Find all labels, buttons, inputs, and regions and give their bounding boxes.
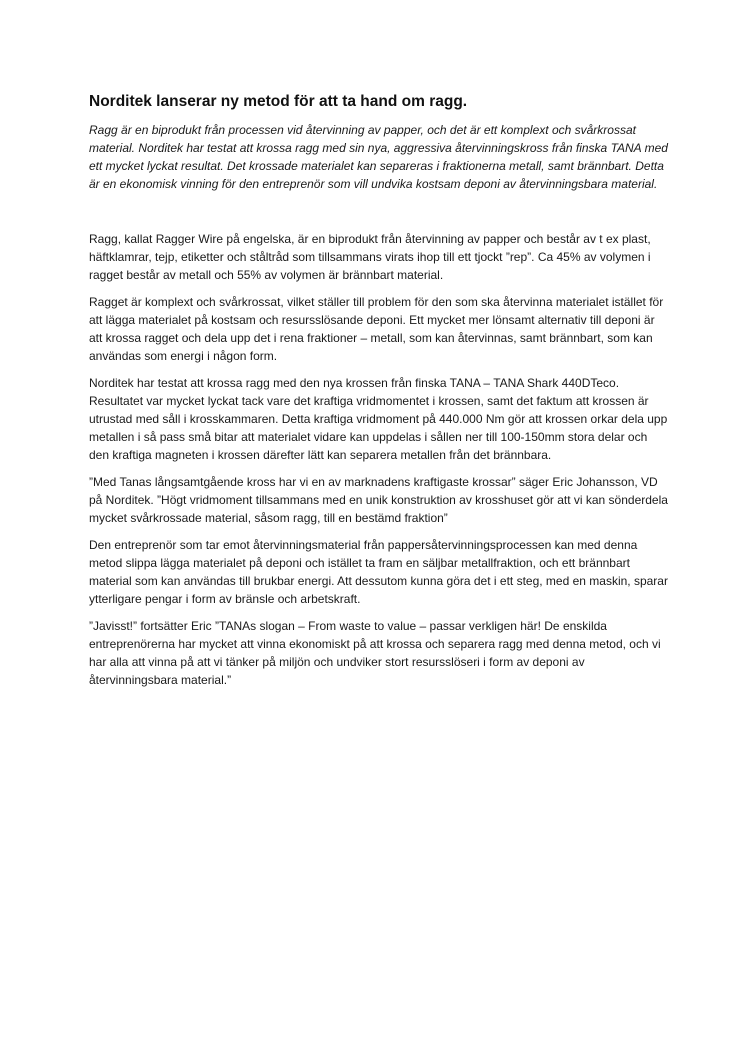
document-page	[89, 92, 669, 698]
paragraph-ragg-problem: Ragget är komplext och svårkrossat, vilket ställer till problem för den som ska återvinna materialet istället för att lägga materialet på kostsam och resursslösande deponi. Ett mycket mer lönsamt alternativ till deponi är att krossa ragget och dela upp det i rena fraktioner – metall, som kan återvinnas, samt brännbart, som kan användas som energi i någon form.	[89, 295, 664, 363]
paragraph-closing-quote: ”Javisst!” fortsätter Eric ”TANAs slogan – From waste to value – passar verkligen här! De enskilda entreprenörerna har mycket att vinna ekonomiskt på att krossa och separera ragg med denna metod, och vi har alla att vinna på att vi tänker på miljön och undviker stort resursslöseri i form av deponi av återvinningsbara material.”	[89, 619, 661, 687]
paragraph-quote-eric: ”Med Tanas långsamtgående kross har vi en av marknadens kraftigaste krossar” säger Eric Johansson, VD på Norditek. ”Högt vridmoment tillsammans med en unik konstruktion av krosshuset gör att vi kan sönderdela mycket svårkrossade material, såsom ragg, till en bestämd fraktion”	[89, 475, 668, 525]
paragraph-tana-test: Norditek har testat att krossa ragg med den nya krossen från finska TANA – TANA Shark 440DTeco. Resultatet var mycket lyckat tack vare det kraftiga vridmomentet i krossen, samt det faktum att krossen är utrustad med såll i krosskammaren. Detta kraftiga vridmoment på 440.000 Nm gör att krossen orkar dela upp metallen i så pass små bitar att materialet vidare kan uppdelas i sållen ner till 100-150mm stora delar och den kraftiga magneten i krossen därefter lätt kan separera metallen från det brännbara.	[89, 376, 668, 462]
paragraph-entrepreneur-benefit: Den entreprenör som tar emot återvinningsmaterial från pappersåtervinningsprocessen kan med denna metod slippa lägga materialet på deponi och istället ta fram en säljbar metallfraktion, och ett brännbart material som kan användas till brukbar energi. Att dessutom kunna göra det i ett steg, med en maskin, sparar ytterligare pengar i form av bränsle och arbetskraft.	[89, 538, 668, 606]
article-lead: Ragg är en biprodukt från processen vid återvinning av papper, och det är ett komplext och svårkrossat material. Norditek har testat att krossa ragg med sin nya, aggressiva återvinningskross från finska TANA med ett mycket lyckat resultat. Det krossade materialet kan separeras i fraktionerna metall, samt brännbart. Detta är en ekonomisk vinning för den entreprenör som vill undvika kostsam deponi av återvinningsbara material.	[89, 123, 668, 191]
article-title: Norditek lanserar ny metod för att ta hand om ragg.	[89, 93, 468, 110]
paragraph-ragg-definition: Ragg, kallat Ragger Wire på engelska, är en biprodukt från återvinning av papper och består av t ex plast, häftklamrar, tejp, etiketter och ståltråd som tillsammans virats ihop till ett tjockt ”rep”. Ca 45% av volymen i ragget består av metall och 55% av volymen är brännbart material.	[89, 232, 651, 282]
article-body	[89, 230, 669, 689]
